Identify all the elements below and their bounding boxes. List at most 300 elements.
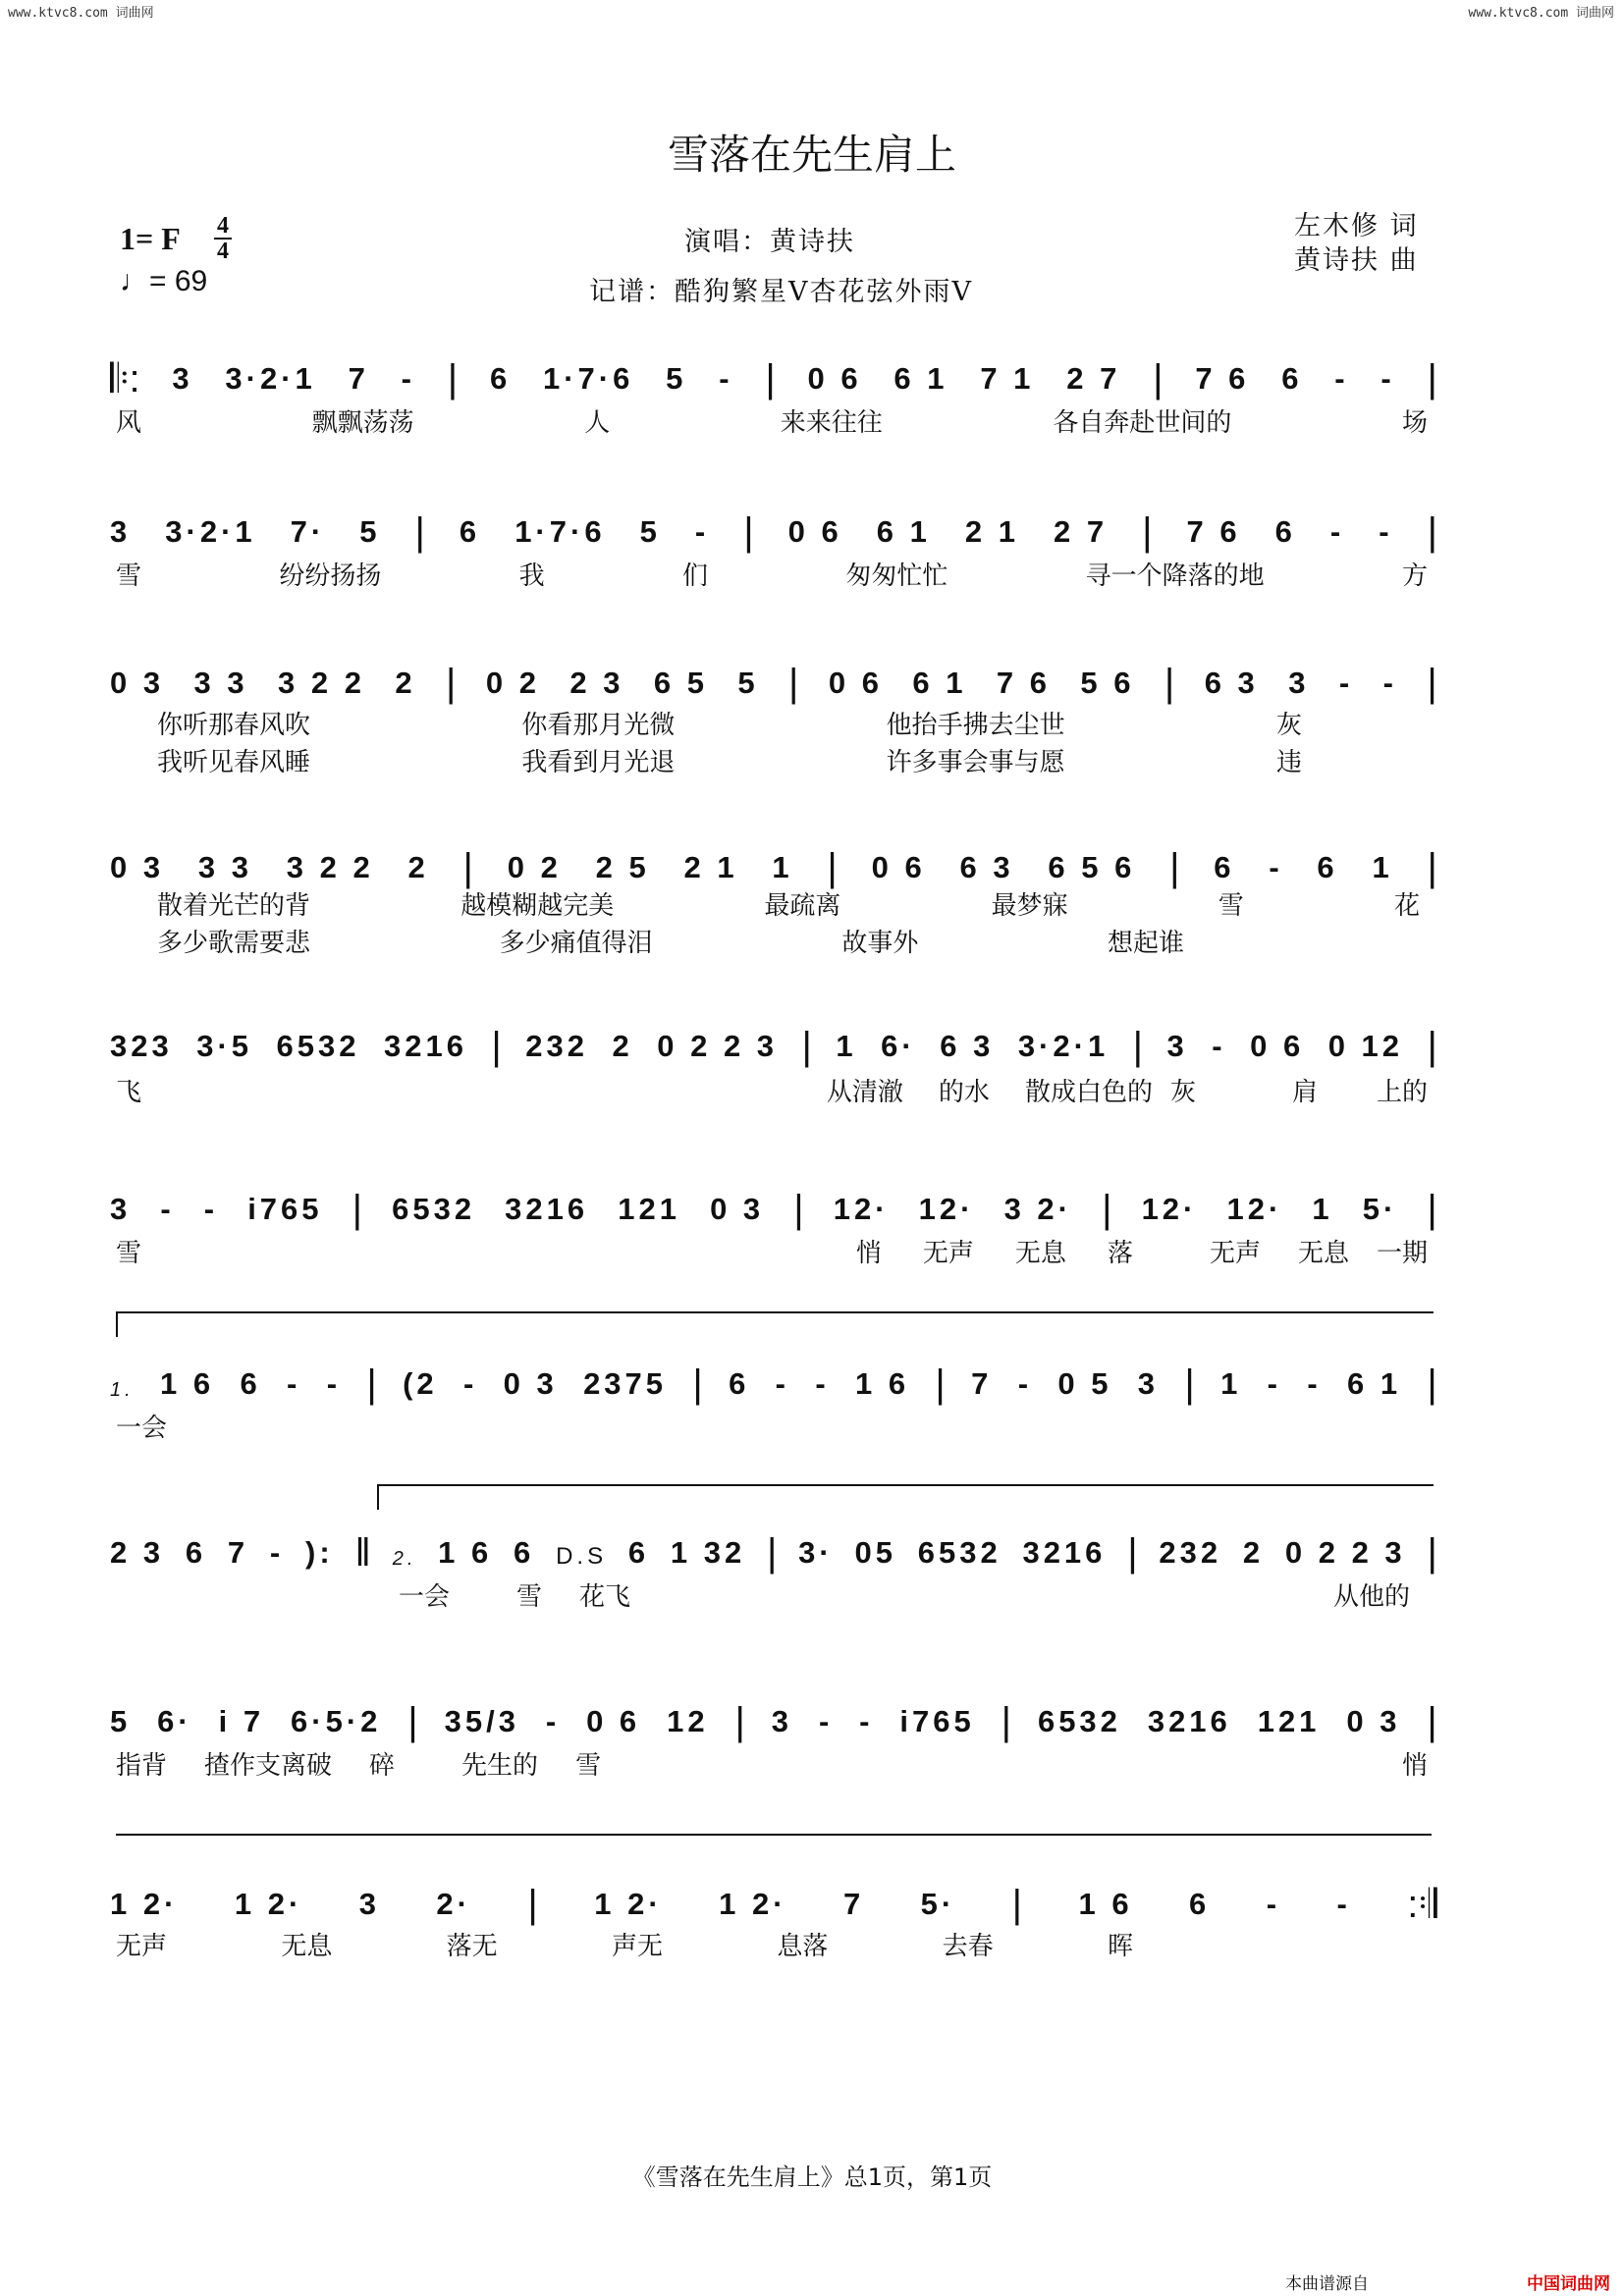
lyric: 来来往往: [780, 408, 883, 438]
note: 1 6: [438, 1535, 493, 1570]
note: 7: [227, 1535, 249, 1570]
lyrics-line-1: [114, 402, 1430, 436]
note: 2 1: [683, 850, 738, 884]
note: 3 2·: [1003, 1192, 1072, 1226]
note: -: [326, 1366, 342, 1401]
lyric: 先生的: [461, 1751, 539, 1781]
note: 6 1: [912, 666, 967, 700]
notes-row: [110, 827, 1437, 889]
time-signature: 4 4: [214, 214, 232, 263]
lyric: 最梦寐: [991, 891, 1068, 921]
barline: |: [1427, 1025, 1437, 1068]
barline: |: [743, 510, 754, 554]
note: 7 6: [1195, 361, 1250, 396]
note: 0 6: [1250, 1029, 1305, 1063]
lyricist-credit: 左木修 词: [1294, 211, 1419, 241]
barline: |: [1102, 1188, 1112, 1231]
note: 121: [618, 1192, 680, 1226]
note: 0 5: [1057, 1366, 1112, 1401]
barline: |: [1169, 846, 1180, 889]
site-header-right: www.ktvc8.com 词曲网: [1468, 6, 1614, 21]
lyrics-line-1: [155, 705, 1304, 738]
note: 3: [358, 1887, 380, 1921]
source-label: 本曲谱源自: [1285, 2274, 1369, 2294]
notes-row: [110, 1005, 1437, 1068]
site-header-left: www.ktvc8.com 词曲网: [8, 6, 154, 21]
lyric: 无息: [281, 1932, 333, 1961]
note: i 7: [218, 1704, 265, 1738]
note: 232: [525, 1029, 589, 1063]
note: 0 6: [787, 514, 842, 549]
lyric: 一会: [116, 1414, 168, 1443]
lyrics-line-2: [155, 742, 1304, 775]
note: 232: [1159, 1535, 1222, 1570]
note: 7: [971, 1366, 993, 1401]
note: 0 2 2 3: [657, 1029, 779, 1063]
note: 6: [185, 1535, 207, 1570]
repeat-start: 𝄆:: [110, 357, 140, 400]
note: -: [775, 1366, 789, 1401]
lyric: 灰: [1275, 711, 1302, 740]
note: 6: [729, 1366, 750, 1401]
lyric: 你听那春风吹: [157, 711, 311, 740]
note: 6: [1317, 850, 1338, 884]
note: 0 3: [110, 850, 165, 884]
notes-row: [110, 1863, 1437, 1926]
lyric: 雪: [575, 1751, 602, 1781]
note: -: [1269, 850, 1283, 884]
note: 7: [348, 361, 369, 396]
note: -: [1212, 1029, 1226, 1063]
lyric: 雪: [116, 561, 142, 591]
note: 2 7: [1053, 514, 1109, 549]
note: 5: [110, 1704, 132, 1738]
note: 6 5 6: [1048, 850, 1136, 884]
lyrics-line-1: [114, 1745, 1430, 1779]
note: 0 12: [1327, 1029, 1404, 1063]
note: ):: [305, 1535, 334, 1570]
note: 7 6: [1186, 514, 1241, 549]
note: 1·7·6: [542, 361, 634, 396]
lyric: 花: [1393, 891, 1420, 921]
note: 5 6: [1080, 666, 1135, 700]
note: -: [818, 1704, 834, 1738]
note: 12·: [1226, 1192, 1283, 1226]
lyric: 你看那月光微: [521, 711, 676, 740]
lyric: 飞: [116, 1078, 142, 1107]
note: 2375: [583, 1366, 668, 1401]
note: 3 2 2: [278, 666, 365, 700]
notes-row: [110, 1343, 1437, 1406]
barline: |: [935, 1362, 946, 1406]
lyrics-line-1: [155, 885, 1422, 919]
barline: |: [1011, 1883, 1023, 1926]
lyric: 碎: [369, 1751, 396, 1781]
lyric: 落无: [446, 1932, 498, 1961]
note: 1 6: [854, 1366, 910, 1401]
lyric: 我听见春风睡: [157, 748, 311, 777]
note: 3·2·1: [165, 514, 256, 549]
second-ending-bracket: [377, 1484, 1434, 1510]
note: 3: [1288, 666, 1310, 700]
lyric: 寻一个降落的地: [1085, 561, 1265, 591]
lyric: 揸作支离破: [204, 1751, 333, 1781]
note: 0 6: [586, 1704, 641, 1738]
transcriber: 记谱：酷狗繁星V杏花弦外雨V: [589, 277, 973, 307]
note: 6 1: [893, 361, 948, 396]
notes-row: [110, 1681, 1437, 1743]
barline: |: [1427, 357, 1437, 400]
barline: |: [788, 662, 799, 705]
note: 5·: [920, 1887, 956, 1921]
note: 6: [1281, 361, 1303, 396]
note: -: [694, 514, 710, 549]
barline: |: [1427, 1362, 1437, 1406]
lyric: 多少歌需要悲: [157, 929, 311, 958]
note: 6532: [917, 1535, 1001, 1570]
note: 5: [639, 514, 661, 549]
note: 0 6: [828, 666, 883, 700]
note: 5: [737, 666, 759, 700]
notes-row: [110, 1168, 1437, 1231]
lyric: 无息: [1014, 1239, 1066, 1268]
note: 6 3: [959, 850, 1014, 884]
note: -: [1334, 361, 1349, 396]
note: 7 6: [996, 666, 1051, 700]
note: 2 3: [569, 666, 624, 700]
note: 0 6: [871, 850, 926, 884]
note: 6: [627, 1535, 650, 1570]
note: -: [545, 1704, 561, 1738]
ending-number: 1.: [110, 1379, 135, 1401]
lyric: 我: [518, 561, 545, 591]
note: 3: [1166, 1029, 1188, 1063]
lyric: 花飞: [579, 1582, 631, 1612]
lyric: 方: [1401, 561, 1428, 591]
barline: |: [765, 357, 776, 400]
note: 2 3: [110, 1535, 165, 1570]
note: -: [462, 1366, 478, 1401]
note: 6: [240, 1366, 261, 1401]
note: 0 2: [485, 666, 540, 700]
note: -: [160, 1192, 175, 1226]
lyric: 去春: [942, 1932, 994, 1961]
lyric: 们: [681, 561, 708, 591]
note: 3·: [798, 1535, 834, 1570]
note: 0 3: [1346, 1704, 1401, 1738]
notes-row: [110, 1512, 1437, 1575]
note: 2 7: [1066, 361, 1121, 396]
barline: |: [527, 1883, 538, 1926]
composer-credit: 黄诗扶 曲: [1294, 245, 1419, 276]
barline: |: [1427, 846, 1437, 889]
note: 6·: [881, 1029, 916, 1063]
lyric: 匆匆忙忙: [845, 561, 948, 591]
note: 3216: [1147, 1704, 1231, 1738]
note: -: [1017, 1366, 1033, 1401]
lyric: 声无: [611, 1932, 663, 1961]
dal-segno-mark: D.S: [556, 1543, 608, 1570]
lyrics-line-1: [114, 1072, 1430, 1105]
lyric: 雪: [1218, 891, 1244, 921]
barline: |: [366, 1362, 377, 1406]
note: -: [401, 361, 415, 396]
lyric: 人: [584, 408, 611, 438]
note: 6 3: [1204, 666, 1259, 700]
note: 3 3: [197, 850, 252, 884]
lyric: 飘飘荡荡: [311, 408, 414, 438]
note: 6 1: [876, 514, 931, 549]
barline: |: [1153, 357, 1164, 400]
note: 2: [612, 1029, 633, 1063]
lyric: 多少痛值得泪: [499, 929, 653, 958]
note: 0 2: [507, 850, 562, 884]
note: 3 2 2: [286, 850, 374, 884]
barline: |: [491, 1025, 502, 1068]
note: 6: [489, 361, 512, 396]
lyric: 无声: [116, 1932, 168, 1961]
repeat-end-barline: ‖: [354, 1531, 371, 1575]
lyric: 想起谁: [1107, 929, 1184, 958]
lyric: 无声: [922, 1239, 974, 1268]
lyric: 一期: [1376, 1239, 1428, 1268]
lyric: 悄: [1401, 1751, 1428, 1781]
top-rule: [116, 1834, 1432, 1836]
note: 1 2·: [719, 1887, 787, 1921]
repeat-end: :𝄇: [1407, 1883, 1437, 1926]
note: -: [1329, 514, 1345, 549]
note: 7 1: [980, 361, 1035, 396]
note: 12: [667, 1704, 709, 1738]
note: 1 6: [160, 1366, 215, 1401]
note: 2: [407, 850, 429, 884]
barline: |: [827, 846, 838, 889]
lyric: 悄: [855, 1239, 882, 1268]
barline: |: [1427, 1188, 1437, 1231]
lyrics-line-1: [114, 556, 1430, 589]
barline: |: [1184, 1362, 1195, 1406]
note: -: [1380, 361, 1395, 396]
lyric: 散成白色的: [1024, 1078, 1153, 1107]
barline: |: [1427, 662, 1437, 705]
lyrics-line-1: [114, 1408, 1430, 1441]
tempo-mark: ♩= 69: [120, 265, 208, 297]
lyric: 越模糊越完美: [460, 891, 615, 921]
note: 6532: [1037, 1704, 1121, 1738]
lyric: 指背: [116, 1751, 168, 1781]
lyric: 从清澈: [826, 1078, 903, 1107]
note: -: [719, 361, 733, 396]
note: 2 1: [964, 514, 1019, 549]
note: -: [815, 1366, 830, 1401]
lyric: 最疏离: [764, 891, 841, 921]
barline: |: [407, 1700, 418, 1743]
barline: |: [447, 357, 459, 400]
notes-row: [110, 491, 1437, 554]
barline: |: [801, 1025, 812, 1068]
note: -: [1336, 1887, 1351, 1921]
barline: |: [1427, 510, 1437, 554]
lyric: 雪: [516, 1582, 543, 1612]
lyric: 无声: [1209, 1239, 1261, 1268]
lyric: 场: [1401, 408, 1428, 438]
page-footer: 《雪落在先生肩上》总1页，第1页: [631, 2163, 993, 2191]
lyric: 一会: [399, 1582, 451, 1612]
source-brand-link[interactable]: 中国词曲网: [1527, 2274, 1610, 2294]
note: 6: [1214, 850, 1235, 884]
note: 0 3: [503, 1366, 558, 1401]
barline: |: [1127, 1531, 1138, 1575]
key-signature: 1= F: [120, 221, 181, 256]
note: 3: [771, 1704, 793, 1738]
note: 6·5·2: [291, 1704, 382, 1738]
note: 6532: [392, 1192, 476, 1226]
barline: |: [414, 510, 425, 554]
note: 5: [359, 514, 381, 549]
note: -: [1382, 666, 1397, 700]
note: 0 6: [807, 361, 862, 396]
note: 1 6: [1078, 1887, 1133, 1921]
notes-row: [110, 642, 1437, 705]
note: 2: [1242, 1535, 1265, 1570]
note: 5·: [1362, 1192, 1398, 1226]
note: 1: [1220, 1366, 1242, 1401]
barline: |: [793, 1188, 804, 1231]
barline: |: [352, 1188, 363, 1231]
barline: |: [1142, 510, 1153, 554]
note: 3: [172, 361, 193, 396]
note: 6: [1189, 1887, 1211, 1921]
note: 1 32: [670, 1535, 746, 1570]
barline: |: [1001, 1700, 1012, 1743]
note: 6: [459, 514, 481, 549]
note: 6: [1274, 514, 1296, 549]
lyric: 雪: [116, 1239, 142, 1268]
lyric: 我看到月光退: [521, 748, 676, 777]
note: 1 2·: [234, 1887, 303, 1921]
note: 3216: [383, 1029, 467, 1063]
barline: |: [1427, 1531, 1437, 1575]
note: 3: [1137, 1366, 1160, 1401]
note: -: [1266, 1887, 1281, 1921]
note: 6 1: [1346, 1366, 1402, 1401]
lyric: 许多事会事与愿: [886, 748, 1065, 777]
lyric: 的水: [938, 1078, 990, 1107]
lyric: 违: [1275, 748, 1302, 777]
note: 1: [772, 850, 793, 884]
lyric: 纷纷扬扬: [279, 561, 382, 591]
note: 1: [1312, 1192, 1333, 1226]
note: 3216: [505, 1192, 589, 1226]
lyric: 故事外: [841, 929, 919, 958]
performer: 演唱：黄诗扶: [684, 227, 855, 257]
note: 12·: [833, 1192, 890, 1226]
note: 5: [666, 361, 687, 396]
note: 6: [514, 1535, 535, 1570]
barline: |: [462, 846, 473, 889]
note: 6 3: [940, 1029, 995, 1063]
lyric: 无息: [1297, 1239, 1349, 1268]
note: 1 2·: [110, 1887, 179, 1921]
note: 323: [110, 1029, 173, 1063]
barline: |: [766, 1531, 778, 1575]
note: 6 5: [653, 666, 708, 700]
note: (2: [403, 1366, 438, 1401]
note: 1: [1372, 850, 1393, 884]
note: 2·: [436, 1887, 471, 1921]
note: -: [1307, 1366, 1322, 1401]
barline: |: [692, 1362, 703, 1406]
note: -: [1338, 666, 1354, 700]
first-ending-bracket: [116, 1311, 1434, 1337]
barline: |: [1164, 662, 1175, 705]
note: 121: [1257, 1704, 1321, 1738]
lyric: 落: [1107, 1239, 1133, 1268]
note: 2 5: [595, 850, 650, 884]
lyric: 息落: [777, 1932, 829, 1961]
lyric: 各自奔赴世间的: [1053, 408, 1232, 438]
note: 3·2·1: [225, 361, 316, 396]
barline: |: [1427, 1700, 1437, 1743]
lyric: 风: [116, 408, 142, 438]
lyric: 灰: [1169, 1078, 1196, 1107]
note: -: [269, 1535, 285, 1570]
note: 7: [842, 1887, 865, 1921]
ending-number: 2.: [392, 1548, 417, 1570]
lyric: 从他的: [1332, 1582, 1410, 1612]
note: 3 3: [193, 666, 248, 700]
note: i765: [899, 1704, 975, 1738]
lyrics-line-1: [397, 1576, 1412, 1610]
lyrics-line-2: [155, 923, 1186, 956]
note: 3: [110, 1192, 132, 1226]
note: -: [203, 1192, 219, 1226]
note: 1·7·6: [514, 514, 606, 549]
note: 1 2·: [594, 1887, 663, 1921]
lyric: 他抬手拂去尘世: [886, 711, 1065, 740]
note: 3: [110, 514, 132, 549]
note: i765: [247, 1192, 323, 1226]
note: 0 3: [110, 666, 165, 700]
note: -: [1267, 1366, 1281, 1401]
lyric: 晖: [1107, 1932, 1133, 1961]
note: 35/3: [444, 1704, 519, 1738]
notes-row: [110, 338, 1437, 400]
barline: |: [1132, 1025, 1144, 1068]
note: 1: [836, 1029, 857, 1063]
note: 12·: [1141, 1192, 1198, 1226]
barline: |: [734, 1700, 745, 1743]
note: -: [287, 1366, 301, 1401]
note: 7·: [290, 514, 326, 549]
note: 6·: [157, 1704, 192, 1738]
note: 3·5: [196, 1029, 253, 1063]
barline: |: [446, 662, 457, 705]
lyrics-line-1: [114, 1233, 1430, 1266]
note: 05: [854, 1535, 896, 1570]
lyric: 肩: [1291, 1078, 1318, 1107]
song-title: 雪落在先生肩上: [667, 131, 956, 179]
lyric: 散着光芒的背: [157, 891, 311, 921]
note: 0 2 2 3: [1284, 1535, 1406, 1570]
lyric: 上的: [1376, 1078, 1428, 1107]
lyrics-line-1: [114, 1926, 1135, 1959]
note: -: [1379, 514, 1393, 549]
note: -: [859, 1704, 874, 1738]
note: 3216: [1022, 1535, 1107, 1570]
note: 0 3: [710, 1192, 765, 1226]
note: 3·2·1: [1017, 1029, 1110, 1063]
